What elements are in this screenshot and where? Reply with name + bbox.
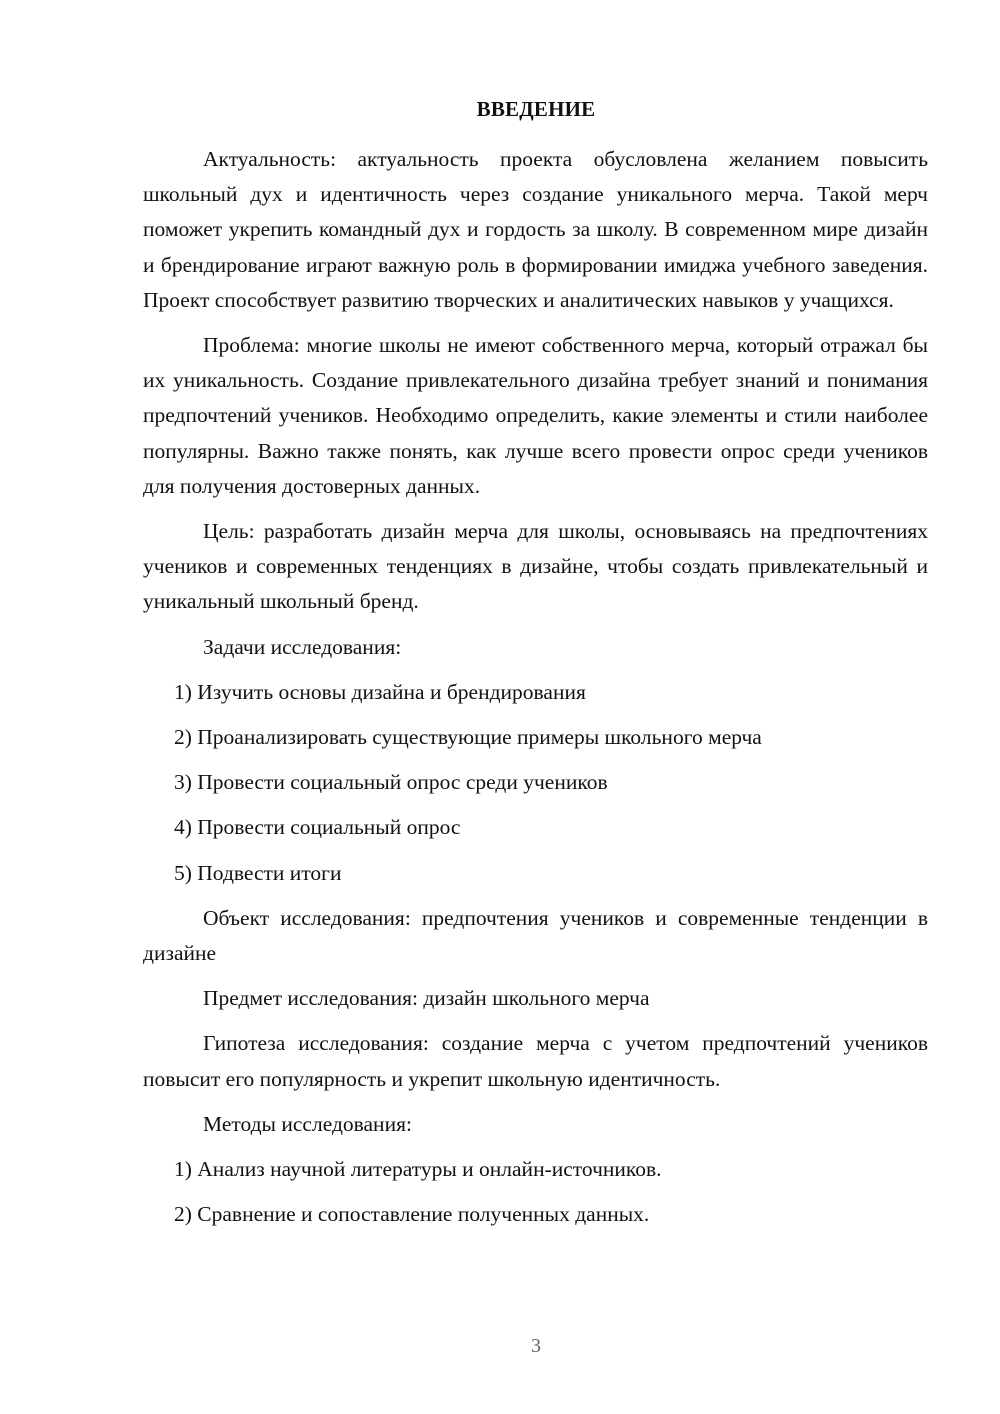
task-item-3: 3) Провести социальный опрос среди учеников xyxy=(174,770,608,795)
document-body xyxy=(143,142,928,1242)
section-title: ВВЕДЕНИЕ xyxy=(476,97,596,121)
problem-paragraph: Проблема: многие школы не имеют собственного мерча, который отражал бы их уникальность. Создание привлекательного дизайна требует знаний и понимания предпочтений учеников. Необходимо определить, какие элементы и стили наиболее популярны. Важно также понять, как лучше всего провести опрос среди учеников для получения достоверных данных. xyxy=(143,333,928,498)
page-number: 3 xyxy=(531,1335,541,1357)
method-item-1: 1) Анализ научной литературы и онлайн-источников. xyxy=(174,1157,662,1182)
task-item-4: 4) Провести социальный опрос xyxy=(174,815,461,840)
method-item-2: 2) Сравнение и сопоставление полученных данных. xyxy=(174,1202,650,1227)
hypothesis-paragraph: Гипотеза исследования: создание мерча с учетом предпочтений учеников повысит его популярность и укрепит школьную идентичность. xyxy=(143,1031,928,1091)
subject-paragraph: Предмет исследования: дизайн школьного мерча xyxy=(203,986,650,1011)
task-item-5: 5) Подвести итоги xyxy=(174,860,342,885)
methods-label: Методы исследования: xyxy=(203,1111,412,1136)
task-item-1: 1) Изучить основы дизайна и брендирования xyxy=(174,679,586,704)
tasks-label: Задачи исследования: xyxy=(203,634,402,659)
relevance-paragraph: Актуальность: актуальность проекта обусловлена желанием повысить школьный дух и идентичность через создание уникального мерча. Такой мерч поможет укрепить командный дух и гордость за школу. В современном мире дизайн и брендирование играют важную роль в формировании имиджа учебного заведения. Проект способствует развитию творческих и аналитических навыков у учащихся. xyxy=(143,147,928,312)
task-item-2: 2) Проанализировать существующие примеры школьного мерча xyxy=(174,725,762,750)
object-paragraph: Объект исследования: предпочтения учеников и современные тенденции в дизайне xyxy=(143,905,928,966)
goal-paragraph: Цель: разработать дизайн мерча для школы, основываясь на предпочтениях учеников и современных тенденциях в дизайне, чтобы создать привлекательный и уникальный школьный бренд. xyxy=(143,519,928,614)
